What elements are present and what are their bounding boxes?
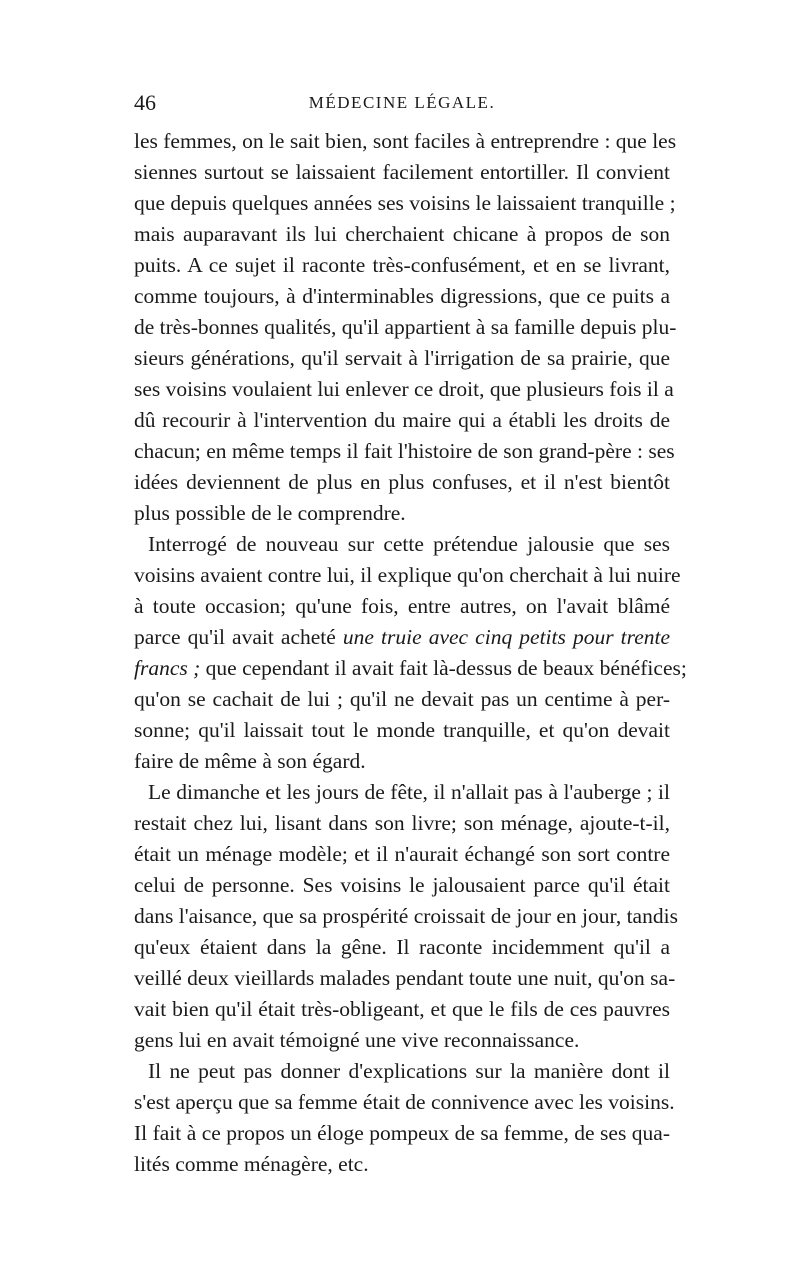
text-line: Le dimanche et les jours de fête, il n'allait pas à l'auberge ; il [148, 780, 670, 804]
text-line: restait chez lui, lisant dans son livre; son ménage, ajoute-t-il, [134, 811, 670, 835]
page-header [134, 88, 670, 118]
page-number: 46 [134, 90, 156, 115]
paragraph [134, 1056, 675, 1180]
text-line: gens lui en avait témoigné une vive reconnaissance. [134, 1028, 580, 1052]
text-line: Interrogé de nouveau sur cette prétendue jalousie que ses [148, 532, 670, 556]
text-line: dans l'aisance, que sa prospérité croissait de jour en jour, tandis [134, 904, 678, 928]
text-line: qu'eux étaient dans la gêne. Il raconte incidemment qu'il a [134, 935, 670, 959]
paragraph [134, 777, 678, 1056]
text-line: à toute occasion; qu'une fois, entre autres, on l'avait blâmé [134, 594, 670, 618]
text-line: s'est aperçu que sa femme était de connivence avec les voisins. [134, 1090, 675, 1114]
text-line: parce qu'il avait acheté une truie avec cinq petits pour trente [134, 625, 670, 649]
text-line: idées deviennent de plus en plus confuses, et il n'est bientôt [134, 470, 670, 494]
text-line: francs ; que cependant il avait fait là-dessus de beaux bénéfices; [134, 656, 687, 680]
text-line: Il ne peut pas donner d'explications sur la manière dont il [148, 1059, 670, 1083]
text-line: sieurs générations, qu'il servait à l'irrigation de sa prairie, que [134, 346, 670, 370]
running-title: MÉDECINE LÉGALE. [308, 93, 496, 112]
italic-phrase: francs ; [134, 656, 201, 680]
text-line: ses voisins voulaient lui enlever ce droit, que plusieurs fois il a [134, 377, 674, 401]
text-line: était un ménage modèle; et il n'aurait échangé son sort contre [134, 842, 670, 866]
italic-phrase: une truie avec cinq petits pour trente [342, 625, 670, 649]
text-line: mais auparavant ils lui cherchaient chicane à propos de son [134, 222, 670, 246]
text-line: celui de personne. Ses voisins le jalousaient parce qu'il était [134, 873, 670, 897]
text-line: de très-bonnes qualités, qu'il appartient à sa famille depuis plu- [134, 315, 677, 339]
text-line: chacun; en même temps il fait l'histoire de son grand-père : ses [134, 439, 675, 463]
text-line: veillé deux vieillards malades pendant toute une nuit, qu'on sa- [134, 966, 676, 990]
text-line: Il fait à ce propos un éloge pompeux de sa femme, de ses qua- [134, 1121, 670, 1145]
text-line: comme toujours, à d'interminables digressions, que ce puits a [134, 284, 670, 308]
text-line: plus possible de le comprendre. [134, 501, 406, 525]
text-line: vait bien qu'il était très-obligeant, et que le fils de ces pauvres [134, 997, 670, 1021]
text-line: puits. A ce sujet il raconte très-confusément, et en se livrant, [134, 253, 670, 277]
paragraph [134, 126, 677, 529]
text-line: les femmes, on le sait bien, sont faciles à entreprendre : que les [134, 129, 677, 153]
text-line: dû recourir à l'intervention du maire qui a établi les droits de [134, 408, 670, 432]
text-line: lités comme ménagère, etc. [134, 1152, 369, 1176]
paragraph [134, 529, 687, 777]
text-line: qu'on se cachait de lui ; qu'il ne devait pas un centime à per- [134, 687, 670, 711]
text-line: siennes surtout se laissaient facilement entortiller. Il convient [134, 160, 670, 184]
text-line: que depuis quelques années ses voisins le laissaient tranquille ; [134, 191, 676, 215]
text-line: voisins avaient contre lui, il explique qu'on cherchait à lui nuire [134, 563, 681, 587]
text-line: faire de même à son égard. [134, 749, 366, 773]
text-line: sonne; qu'il laissait tout le monde tranquille, et qu'on devait [134, 718, 670, 742]
body-text [134, 126, 687, 1180]
